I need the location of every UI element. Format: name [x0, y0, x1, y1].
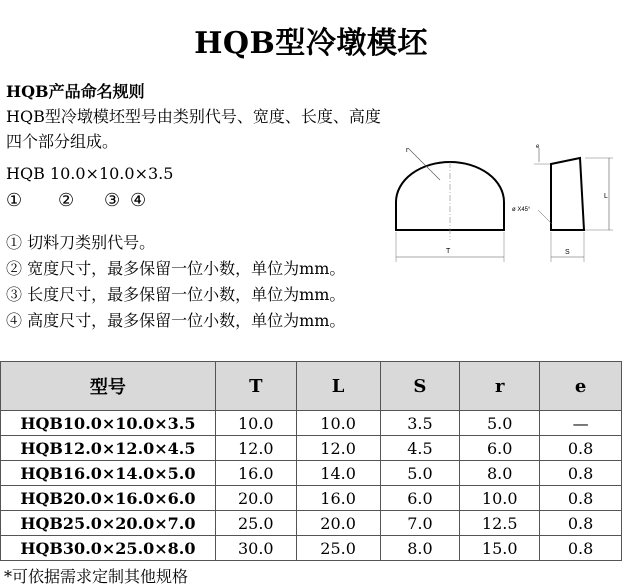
marker-3: ③: [104, 190, 121, 211]
marker-2: ②: [58, 190, 75, 211]
marker-4: ④: [130, 190, 147, 211]
header-r: r: [460, 362, 540, 411]
table-row: [1, 536, 622, 561]
front-view: [396, 148, 504, 262]
cell-e: 0.8: [540, 536, 622, 561]
label-L: L: [604, 193, 608, 200]
cell-S: 3.5: [380, 411, 460, 436]
label-S: S: [565, 249, 570, 256]
cell-r: 12.5: [460, 511, 540, 536]
cell-S: 4.5: [380, 436, 460, 461]
cell-r: 10.0: [460, 486, 540, 511]
table-row: [1, 461, 622, 486]
page-title: HQB型冷墩模坯: [194, 26, 428, 61]
header-model: 型号: [1, 362, 216, 411]
cell-model: HQB12.0×12.0×4.5: [1, 436, 216, 461]
cell-e: 0.8: [540, 436, 622, 461]
cell-model: HQB20.0×16.0×6.0: [1, 486, 216, 511]
cell-r: 8.0: [460, 461, 540, 486]
cell-T: 25.0: [215, 511, 296, 536]
cell-r: 5.0: [460, 411, 540, 436]
cell-model: HQB16.0×14.0×5.0: [1, 461, 216, 486]
label-e: e: [536, 144, 540, 150]
header-L: L: [296, 362, 380, 411]
side-view: [534, 148, 613, 262]
spec-table: [0, 361, 622, 561]
cell-L: 25.0: [296, 536, 380, 561]
cell-L: 16.0: [296, 486, 380, 511]
cell-e: —: [540, 411, 622, 436]
naming-example: HQB 10.0×10.0×3.5: [6, 164, 174, 183]
marker-1: ①: [6, 190, 23, 211]
cell-e: 0.8: [540, 511, 622, 536]
blank-diagram: [388, 140, 618, 270]
label-T: T: [446, 248, 451, 255]
cell-r: 15.0: [460, 536, 540, 561]
table-header-row: [1, 362, 622, 411]
cell-L: 20.0: [296, 511, 380, 536]
cell-L: 10.0: [296, 411, 380, 436]
header-e: e: [540, 362, 622, 411]
cell-T: 20.0: [215, 486, 296, 511]
cell-model: HQB30.0×25.0×8.0: [1, 536, 216, 561]
cell-e: 0.8: [540, 461, 622, 486]
cell-T: 12.0: [215, 436, 296, 461]
naming-item: ③ 长度尺寸，最多保留一位小数，单位为mm。: [6, 285, 346, 304]
cell-T: 16.0: [215, 461, 296, 486]
cell-e: 0.8: [540, 486, 622, 511]
label-r: r: [406, 147, 409, 154]
table-row: [1, 411, 622, 436]
cell-S: 8.0: [380, 536, 460, 561]
naming-rule-description: HQB型冷墩模坯型号由类别代号、宽度、长度、高度四个部分组成。: [6, 107, 381, 151]
cell-T: 30.0: [215, 536, 296, 561]
cell-L: 14.0: [296, 461, 380, 486]
table-row: [1, 486, 622, 511]
cell-T: 10.0: [215, 411, 296, 436]
naming-items: [6, 230, 345, 334]
cell-model: HQB10.0×10.0×3.5: [1, 411, 216, 436]
cell-L: 12.0: [296, 436, 380, 461]
table-row: [1, 511, 622, 536]
cell-r: 6.0: [460, 436, 540, 461]
table-row: [1, 436, 622, 461]
cell-model: HQB25.0×20.0×7.0: [1, 511, 216, 536]
naming-rule-heading: HQB产品命名规则: [6, 82, 145, 101]
cell-S: 7.0: [380, 511, 460, 536]
cell-S: 6.0: [380, 486, 460, 511]
header-S: S: [380, 362, 460, 411]
header-T: T: [215, 362, 296, 411]
footnote: *可依据需求定制其他规格: [4, 567, 189, 586]
cell-S: 5.0: [380, 461, 460, 486]
naming-item: ① 切料刀类别代号。: [6, 233, 156, 252]
naming-markers: [6, 190, 146, 211]
naming-item: ② 宽度尺寸，最多保留一位小数，单位为mm。: [6, 259, 346, 278]
label-chamfer: ø X45°: [512, 207, 531, 213]
naming-item: ④ 高度尺寸，最多保留一位小数，单位为mm。: [6, 311, 346, 330]
